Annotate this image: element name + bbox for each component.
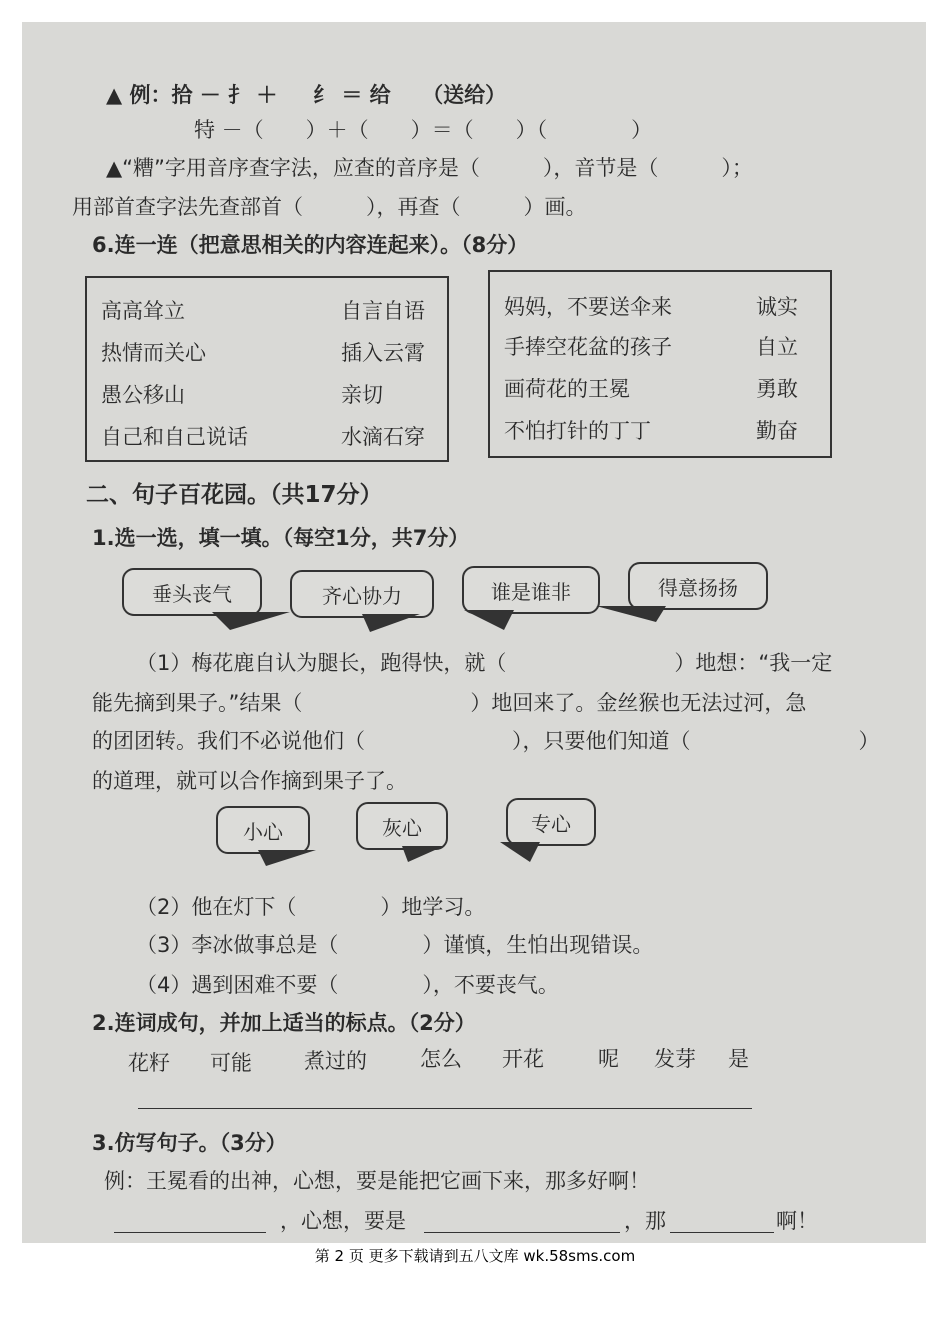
word-bubble: 小心 (216, 806, 310, 854)
match-right-item: 不怕打针的丁丁 (504, 419, 651, 443)
q3-fragment: ，那 (624, 1209, 666, 1233)
word-bubble: 得意扬扬 (628, 562, 768, 610)
match-right-item: 手捧空花盆的孩子 (504, 335, 672, 359)
match-right-answer: 勇敢 (756, 377, 798, 401)
q2-word: 发芽 (654, 1047, 696, 1071)
q2-word: 煮过的 (304, 1049, 367, 1073)
blank-line[interactable] (670, 1232, 774, 1233)
match-left-item: 自己和自己说话 (101, 425, 248, 449)
q6-title: 6.连一连（把意思相关的内容连起来）。（8分） (92, 233, 529, 257)
word-bubble: 谁是谁非 (462, 566, 600, 614)
bubble-tail (402, 846, 444, 862)
q1-item: （2）他在灯下（ ）地学习。 (136, 895, 486, 919)
q1-para-line: （1）梅花鹿自认为腿长，跑得快，就（ ）地想：“我一定 (136, 651, 833, 675)
match-right-answer: 诚实 (756, 295, 798, 319)
match-right-item: 画荷花的王冕 (504, 377, 630, 401)
exam-paper (22, 22, 926, 1243)
word-bubble: 齐心协力 (290, 570, 434, 618)
match-right-answer: 自立 (756, 335, 798, 359)
match-left-answer: 水滴石穿 (341, 425, 425, 449)
lookup-line-2: 用部首查字法先查部首（ ），再查（ ）画。 (72, 195, 587, 219)
match-left-item: 热情而关心 (101, 341, 206, 365)
q2-word: 怎么 (420, 1047, 462, 1071)
word-bubble: 垂头丧气 (122, 568, 262, 616)
q2-word: 花籽 (128, 1051, 170, 1075)
bubble-tail (464, 610, 514, 630)
match-box-left (85, 276, 449, 462)
q1-title: 1.选一选，填一填。（每空1分，共7分） (92, 526, 470, 550)
q2-word: 是 (728, 1047, 749, 1071)
match-left-answer: 亲切 (341, 383, 383, 407)
q1-para-line: 的团团转。我们不必说他们（ ），只要他们知道（ ） (92, 729, 880, 753)
q3-fragment: ，心想，要是 (280, 1209, 406, 1233)
match-box-right (488, 270, 832, 458)
q3-fragment: 啊！ (776, 1209, 818, 1233)
bubble-tail (500, 842, 540, 862)
q2-word: 可能 (210, 1051, 252, 1075)
word-bubble: 专心 (506, 798, 596, 846)
match-right-answer: 勤奋 (756, 419, 798, 443)
q1-para-line: 的道理，就可以合作摘到果子了。 (92, 769, 407, 793)
lookup-line-1: ▲“糟”字用音序查字法，应查的音序是（ ），音节是（ ）； (106, 156, 753, 180)
q1-item: （4）遇到困难不要（ ），不要丧气。 (136, 973, 559, 997)
word-bubble: 灰心 (356, 802, 448, 850)
match-left-item: 愚公移山 (101, 383, 185, 407)
page-footer: 第 2 页 更多下载请到五八文库 wk.58sms.com (314, 1247, 636, 1265)
q3-example: 例：王冕看的出神，心想，要是能把它画下来，那多好啊！ (104, 1169, 650, 1193)
q3-title: 3.仿写句子。（3分） (92, 1131, 287, 1155)
bubble-tail (258, 850, 316, 866)
section2-title: 二、句子百花园。（共17分） (86, 482, 383, 508)
blank-line[interactable] (114, 1232, 266, 1233)
q2-word: 开花 (502, 1047, 544, 1071)
q2-word: 呢 (598, 1047, 619, 1071)
match-left-answer: 插入云霄 (341, 341, 425, 365)
exercise-line: 特 －（ ）＋（ ）＝（ ）（ ） (194, 118, 653, 142)
q2-title: 2.连词成句，并加上适当的标点。（2分） (92, 1011, 476, 1035)
match-left-item: 高高耸立 (101, 299, 185, 323)
q1-para-line: 能先摘到果子。”结果（ ）地回来了。金丝猴也无法过河，急 (92, 691, 807, 715)
blank-line[interactable] (424, 1232, 620, 1233)
match-left-answer: 自言自语 (341, 299, 425, 323)
match-right-item: 妈妈，不要送伞来 (504, 295, 672, 319)
example-line: ▲ 例：拾 － 扌 ＋ 纟 ＝ 给 （送给） (106, 83, 507, 107)
q1-item: （3）李冰做事总是（ ）谨慎，生怕出现错误。 (136, 933, 654, 957)
bubble-tail (362, 614, 420, 632)
answer-line[interactable] (138, 1108, 752, 1109)
bubble-tail (596, 606, 666, 622)
bubble-tail (212, 612, 290, 630)
